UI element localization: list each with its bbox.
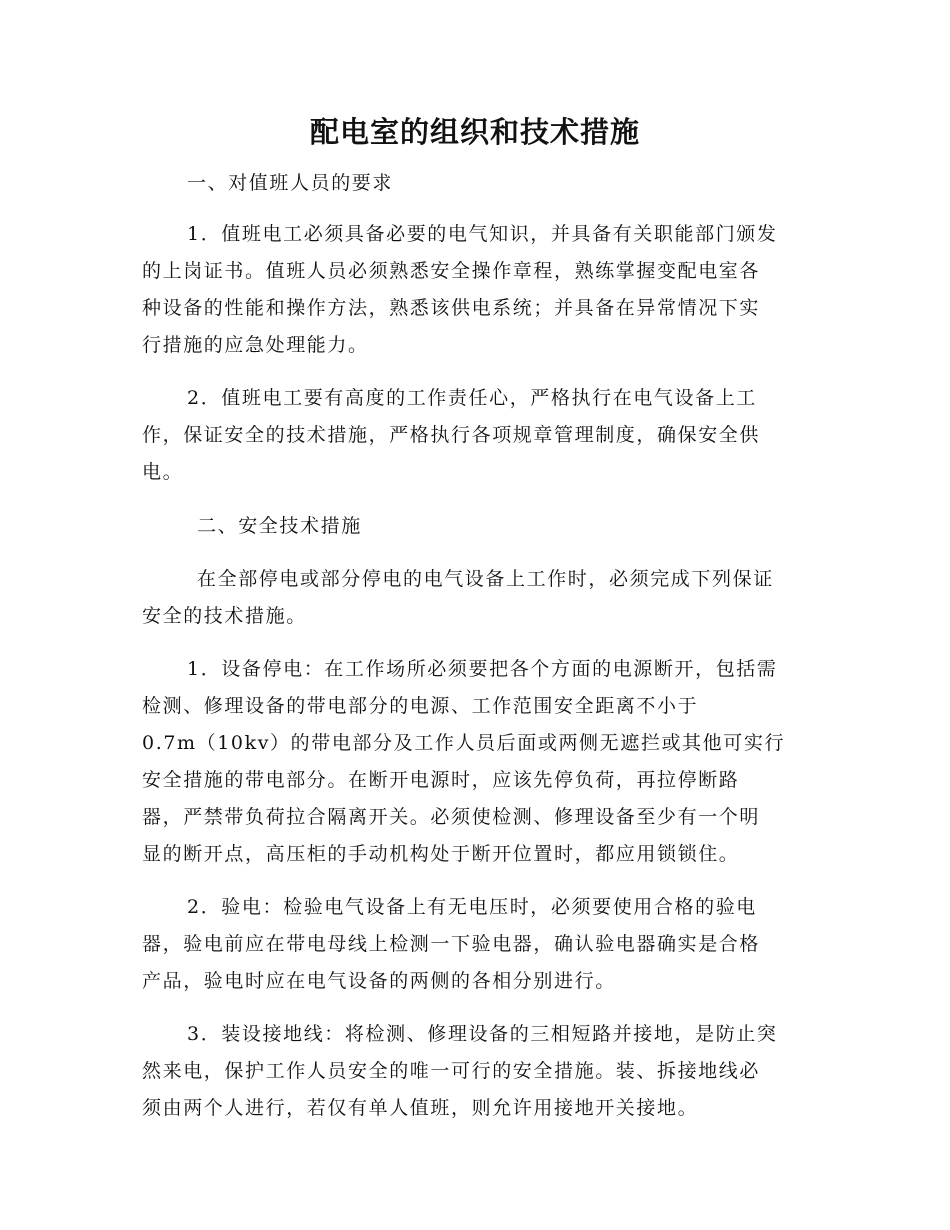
paragraph-line: 安全的技术措施。	[142, 605, 307, 627]
paragraph-line: 的上岗证书。值班人员必须熟悉安全操作章程，熟练掌握变配电室各	[142, 260, 761, 282]
paragraph-line: 器，严禁带负荷拉合隔离开关。必须使检测、修理设备至少有一个明	[142, 806, 761, 828]
paragraph-line: 0.7m（10kv）的带电部分及工作人员后面或两侧无遮拦或其他可实行	[142, 732, 786, 754]
paragraph-line: 在全部停电或部分停电的电气设备上工作时，必须完成下列保证	[197, 568, 774, 590]
paragraph-line: 安全措施的带电部分。在断开电源时，应该先停负荷，再拉停断路	[142, 769, 740, 791]
paragraph-line: 电。	[142, 461, 184, 483]
document-title: 配电室的组织和技术措施	[309, 115, 640, 149]
paragraph-line: 显的断开点，高压柜的手动机构处于断开位置时，都应用锁锁住。	[142, 843, 740, 865]
paragraph-line: 1．值班电工必须具备必要的电气知识，并具备有关职能部门颁发	[187, 223, 778, 245]
paragraph-line: 种设备的性能和操作方法，熟悉该供电系统；并具备在异常情况下实	[142, 297, 761, 319]
paragraph-line: 然来电，保护工作人员安全的唯一可行的安全措施。装、拆接地线必	[142, 1060, 761, 1082]
paragraph-line: 2．验电：检验电气设备上有无电压时，必须要使用合格的验电	[187, 896, 757, 918]
paragraph-line: 器，验电前应在带电母线上检测一下验电器，确认验电器确实是合格	[142, 933, 761, 955]
paragraph-line: 作，保证安全的技术措施，严格执行各项规章管理制度，确保安全供	[142, 424, 761, 446]
paragraph-line: 3．装设接地线：将检测、修理设备的三相短路并接地，是防止突	[187, 1023, 778, 1045]
paragraph-line: 检测、修理设备的带电部分的电源、工作范围安全距离不小于	[142, 695, 699, 717]
section-heading-safety: 二、安全技术措施	[197, 515, 362, 537]
paragraph-line: 1．设备停电：在工作场所必须要把各个方面的电源断开，包括需	[187, 658, 778, 680]
paragraph-line: 须由两个人进行，若仅有单人值班，则允许用接地开关接地。	[142, 1097, 699, 1119]
section-heading-requirements: 一、对值班人员的要求	[187, 172, 394, 194]
paragraph-line: 产品，验电时应在电气设备的两侧的各相分别进行。	[142, 970, 616, 992]
paragraph-line: 行措施的应急处理能力。	[142, 334, 369, 356]
paragraph-line: 2．值班电工要有高度的工作责任心，严格执行在电气设备上工	[187, 387, 757, 409]
